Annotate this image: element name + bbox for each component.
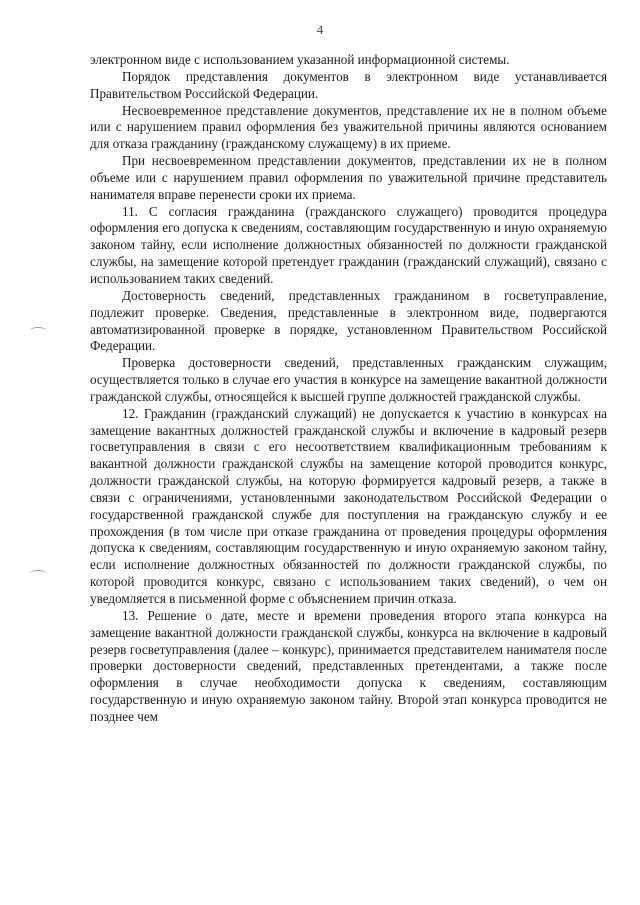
paragraph-clause-13: 13. Решение о дате, месте и времени проведения второго этапа конкурса на замещение вакантной должности гражданской службы, конкурса на включение в кадровый резерв госветуправления (далее – конкурс), принимается представителем нанимателя после проверки достоверности сведений, представленных претендентами, а также после оформления в случае необходимости допуска к сведениям, составляющим государственную и иную охраняемую законом тайну. Второй этап конкурса проводится не позднее чем (90, 607, 607, 724)
paragraph-continuation: электронном виде с использованием указанной информационной системы. (90, 52, 510, 67)
margin-mark (30, 327, 46, 334)
document-body (90, 52, 607, 726)
paragraph-clause-12: 12. Гражданин (гражданский служащий) не допускается к участию в конкурсах на замещение вакантных должностей гражданской службы и включение в кадровый резерв госветуправления в связи с его несоответствием квалификационным требованиям к вакантной должности гражданской службы на замещение которой проводится конкурс, должности гражданской службы, на которую формируется кадровый резерв, а также в связи с ограничениями, установленными законодательством Российской Федерации о государственной гражданской службе для поступления на гражданскую службу и ее прохождения (в том числе при отказе гражданина от проведения процедуры оформления допуска к сведениям, составляющим государственную и иную охраняемую законом тайну, если исполнение должностных обязанностей по должности гражданской службы, по которой проводится конкурс, связано с использованием таких сведений), о чем он уведомляется в письменной форме с объяснением причин отказа. (90, 405, 607, 606)
paragraph-verification: Достоверность сведений, представленных гражданином в госветуправление, подлежит проверке. Сведения, представленные в электронном виде, подвергаются автоматизированной проверке в порядке, установленном Правительством Российской Федерации. (90, 287, 607, 354)
paragraph-refusal-grounds: Несвоевременное представление документов, представление их не в полном объеме или с нарушением правил оформления без уважительной причины являются основанием для отказа гражданину (гражданскому служащему) в их приеме. (90, 102, 607, 152)
page-number: 4 (316, 22, 324, 37)
paragraph-verification-scope: Проверка достоверности сведений, представленных гражданским служащим, осуществляется только в случае его участия в конкурсе на замещение вакантной должности гражданской службы, относящейся к высшей группе должностей гражданской службы. (90, 355, 607, 404)
paragraph-submission-order: Порядок представления документов в электронном виде устанавливается Правительством Российской Федерации. (90, 68, 607, 101)
paragraph-deadline-extension: При несвоевременном представлении документов, представлении их не в полном объеме или с нарушением правил оформления по уважительной причине представитель нанимателя вправе перенести сроки их приема. (90, 153, 607, 202)
margin-mark (30, 570, 46, 577)
paragraph-clause-11: 11. С согласия гражданина (гражданского служащего) проводится процедура оформления его допуска к сведениям, составляющим государственную и иную охраняемую законом тайну, если исполнение должностных обязанностей по должности гражданской службы, на замещение которой претендует гражданин (гражданский служащий), связано с использованием таких сведений. (90, 203, 607, 286)
